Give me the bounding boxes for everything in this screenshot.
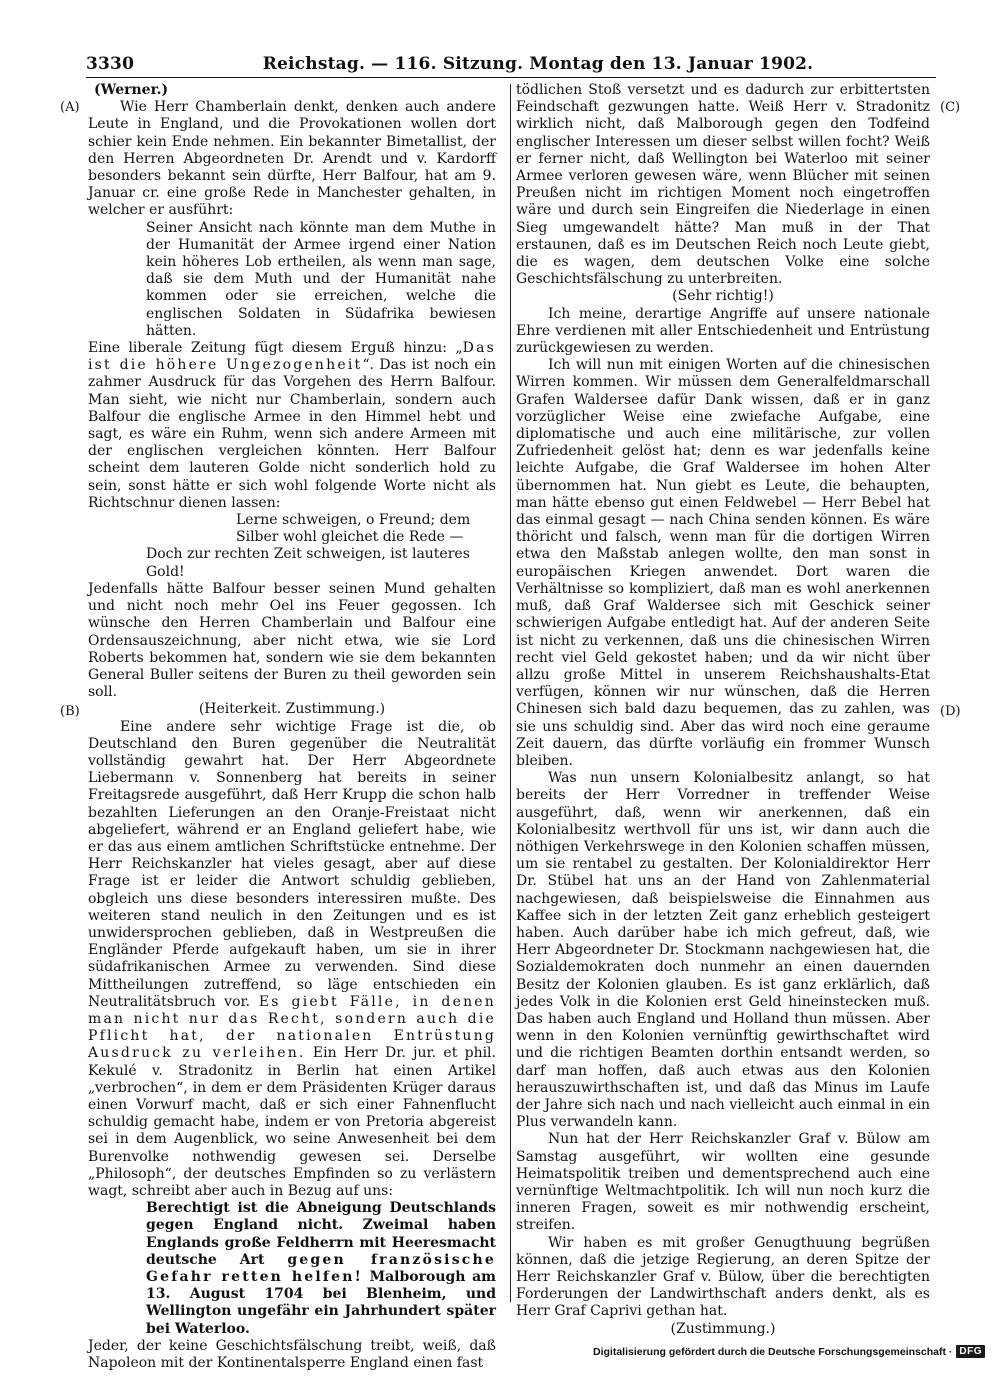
text-run: Eine andere sehr wichtige Frage ist die, ob Deutschland den Buren gegenüber die Neutralität vollständig gewahrt hat. Der Herr Abgeordnete Liebermann v. Sonnenberg hat bereits in seiner Freitagsrede ausgeführt, daß Herr Krupp die schon halb bezahlten Lieferungen an den Oranje-Freistaat nicht abgeliefert, während er an England geliefert habe, wie er das aus einem amtlichen Schriftstücke entnehme. Der Herr Reichskanzler hat vieles gesagt, aber auf diese Frage ist er leider die Antwort schuldig geblieben, obgleich uns diese besonders interessiren mußte. Des weiteren stand neulich in den Zeitungen und es ist unwidersprochen geblieben, daß in Westpreußen die Engländer Pferde aufgekauft haben, um sie in ihrer südafrikanischen Armee zu verwenden. Sind diese Mittheilungen zutreffend, so läge entschieden ein Neutralitätsbruch vor. xyxy=(88,718,496,1010)
bold-run: Malborough am 13. August 1704 bei Blenheim, und Wellington ungefähr ein Jahrhundert später bei Waterloo. xyxy=(146,1269,496,1337)
paragraph: Wie Herr Chamberlain denkt, denken auch andere Leute in England, und die Provokationen wollen dort schier kein Ende nehmen. Ein bekannter Bimetallist, der den Herren Abgeordneten Dr. Arendt und v. Kardorff besonders bekannt sein dürfte, Herr Balfour, hat am 9. Januar cr. eine große Rede in Manchester gehalten, in welcher er ausführt: xyxy=(88,99,496,219)
paragraph: Jedenfalls hätte Balfour besser seinen Mund gehalten und nicht noch mehr Oel ins Feuer gegossen. Ich wünsche den Herren Chamberlain und Balfour eine Ordensauszeichnung, aber nicht etwa, wie sie Lord Roberts bekommen hat, sondern wie sie dem bekannten General Buller seitens der Buren zu theil geworden sein soll. xyxy=(88,580,496,701)
text-run: Ein Herr Dr. jur. et phil. Kekulé v. Stradonitz in Berlin hat einen Artikel „verbrochen“, in dem er dem Präsidenten Krüger daraus einen Vorwurf macht, daß er sich einer Fahnenflucht schuldig gemacht habe, indem er von Pretoria abgereist sei in dem Augenblick, wo seine Anwesenheit bei dem Burenvolke nothwendig gewesen sei. Derselbe „Philosoph“, der deutsches Empfinden so zu verlästern wagt, schreibt aber auch in Bezug auf uns: xyxy=(88,1045,496,1199)
digitization-credit xyxy=(593,1345,985,1358)
paragraph: Jeder, der keine Geschichtsfälschung treibt, weiß, daß Napoleon mit der Kontinentalsperre England einen fast xyxy=(88,1337,496,1372)
margin-marker-a: (A) xyxy=(60,100,80,115)
left-column xyxy=(88,82,496,1372)
margin-marker-d: (D) xyxy=(940,704,961,719)
verse-line: Doch zur rechten Zeit schweigen, ist lauteres Gold! xyxy=(146,546,470,580)
column-divider xyxy=(510,84,511,1302)
paragraph: tödlichen Stoß versetzt und es dadurch zur erbittertsten Feindschaft gezwungen hatte. Weiß Herr v. Stradonitz wirklich nicht, daß Malborough gegen den Todfeind englischer Interessen um dieser selbst willen focht? Weiß er ferner nicht, daß Wellington bei Waterloo mit seiner Armee verloren gewesen wäre, wenn Blücher mit seinen Preußen nicht im richtigen Moment noch eingetroffen wäre und durch sein Eingreifen die Niederlage in einen Sieg umgewandelt hätte? Man muß in der That erstaunen, daß es im Deutschen Reich noch Leute giebt, die es wagen, dem deutschen Volke eine solche Geschichtsfälschung zu unterbreiten. xyxy=(516,82,930,288)
reaction-note: (Heiterkeit. Zustimmung.) xyxy=(198,701,386,718)
paragraph xyxy=(88,719,496,1201)
page-title: Reichstag. — 116. Sitzung. Montag den 13. Januar 1902. xyxy=(262,54,814,74)
speaker-name: (Werner.) xyxy=(94,82,169,98)
spaced-emphasis: Es giebt Fälle, in denen man nicht nur das Recht, sondern auch die Pflicht hat, der nationalen Entrüstung Ausdruck zu verleihen. xyxy=(88,993,496,1062)
right-column xyxy=(516,82,930,1338)
margin-marker-b: (B) xyxy=(60,704,80,719)
quotation: Seiner Ansicht nach könnte man dem Muthe in der Humanität der Armee irgend einer Nation kein höheres Lob ertheilen, als wenn man sage, daß sie dem Muth und der Humanität nahe kommen oder sie erreichen, welche die englischen Soldaten in Südafrika bewiesen hätten. xyxy=(146,219,496,339)
credit-text: Digitalisierung gefördert durch die Deutsche Forschungsgemeinschaft · xyxy=(593,1345,953,1358)
bold-run: Berechtigt ist die Abneigung Deutschlands gegen England nicht. Zweimal haben Englands große Feldherrn mit Heeresmacht deutsche Art xyxy=(146,1200,496,1268)
reaction-note: (Zustimmung.) xyxy=(670,1320,776,1337)
spaced-emphasis: Das ist die höhere Ungezogenheit xyxy=(88,340,496,374)
paragraph: Nun hat der Herr Reichskanzler Graf v. Bülow am Samstag ausgeführt, wir wollten eine gesunde Heimatspolitik treiben und dementsprechend auch eine vernünftige Weltmachtpolitik. Ich will nun noch kurz die inneren Fragen, soweit es mir nothwendig erscheint, streifen. xyxy=(516,1131,930,1234)
paragraph: Ich meine, derartige Angriffe auf unsere nationale Ehre verdienen mit aller Entschiedenheit und Entrüstung zurückgewiesen zu werden. xyxy=(516,305,930,357)
header-divider xyxy=(86,77,936,78)
spaced-emphasis: gegen französische Gefahr retten helfen! xyxy=(146,1251,496,1286)
paragraph: Wir haben es mit großer Genugthuung begrüßen können, daß die jetzige Regierung, an deren Spitze der Herr Reichskanzler Graf v. Bülow, über die berechtigten Forderungen der Landwirthschaft anders denkt, als es Herr Graf Caprivi gethan hat. xyxy=(516,1234,930,1320)
quotation xyxy=(146,1200,496,1338)
page-header xyxy=(86,51,936,77)
paragraph: Ich will nun mit einigen Worten auf die chinesischen Wirren kommen. Wir müssen dem Generalfeldmarschall Grafen Waldersee dafür Dank wissen, daß er in ganz vorzüglicher Weise eine zwiefache Aufgabe, eine diplomatische und auch eine militärische, zur vollen Zufriedenheit gelöst hat; denn es war jedenfalls keine leichte Aufgabe, die Graf Waldersee im hohen Alter übernommen hat. Nun giebt es Leute, die behaupten, man hätte ebenso gut einen Feldwebel — Herr Bebel hat das einmal gesagt — nach China senden können. Es wäre thöricht und falsch, wenn man für die dortigen Wirren etwa den Maßstab anlegen wollte, den man sonst in europäischen Kriegen anwendet. Dort waren die Verhältnisse so kompliziert, daß man es wohl anerkennen muß, daß Graf Waldersee sich mit Geschick seiner schwierigen Aufgabe entledigt hat. Auf der anderen Seite ist nicht zu verkennen, daß uns die chinesischen Wirren recht viel Geld gekostet haben; und da wir nicht über allzu große Mittel in unserem Reichshaushalts-Etat verfügen, können wir nur wünschen, daß die Herren Chinesen sich bald dazu bequemen, das zu zahlen, was sie uns schuldig sind. Aber das wird noch eine geraume Zeit dauern, das dürfte vorläufig ein frommer Wunsch bleiben. xyxy=(516,357,930,769)
margin-marker-c: (C) xyxy=(940,100,961,115)
reaction-note: (Sehr richtig!) xyxy=(672,288,774,305)
page-number: 3330 xyxy=(86,54,135,74)
dfg-logo: DFG xyxy=(956,1345,985,1358)
text-run: Eine liberale Zeitung fügt diesem Erguß hinzu: „ xyxy=(88,340,463,357)
paragraph: Was nun unsern Kolonialbesitz anlangt, so hat bereits der Herr Vorredner in treffender Weise ausgeführt, daß, wenn wir anerkennen, daß ein Kolonialbesitz werthvoll für uns ist, wir dann auch die nöthigen Verkehrswege in den Kolonien schaffen müssen, um sie rentabel zu gestalten. Der Kolonialdirektor Herr Dr. Stübel hat uns an der Hand von Zahlenmaterial nachgewiesen, daß beispielsweise die Einnahmen aus Kaffee sich in der letzten Zeit ganz erheblich gesteigert haben. Auch darüber habe ich mich gefreut, daß, wie Herr Abgeordneter Dr. Stockmann nachgewiesen hat, die Sozialdemokraten doch nunmehr an einen dauernden Besitz der Kolonien glauben. Es ist ganz erklärlich, daß jedes Volk in die Kolonien erst Geld hineinstecken muß. Das haben auch England und Holland thun müssen. Aber wenn in den Kolonien vernünftig gewirthschaftet wird und die richtigen Beamten dorthin entsandt werden, so darf man hoffen, daß auch etwas aus den Kolonien herauszuwirthschaften ist, und daß das Minus im Laufe der Jahre sich nach und nach vielleicht auch einmal in ein Plus verwandeln kann. xyxy=(516,770,930,1131)
verse-line: Lerne schweigen, o Freund; dem Silber wohl gleichet die Rede — xyxy=(236,512,471,546)
paragraph xyxy=(88,340,496,512)
text-run: “. Das ist noch ein zahmer Ausdruck für das Vorgehen des Herrn Balfour. Man sieht, wie nicht nur Chamberlain, sondern auch Balfour die englische Armee in den Himmel hebt und sagt, es wäre ein Ruhm, wenn sich andere Armeen mit der englischen vergleichen könnten. Herr Balfour scheint dem lauteren Golde nicht sonderlich hold zu sein, sonst hätte er sich wohl folgende Worte nicht als Richtschnur dienen lassen: xyxy=(88,357,496,511)
